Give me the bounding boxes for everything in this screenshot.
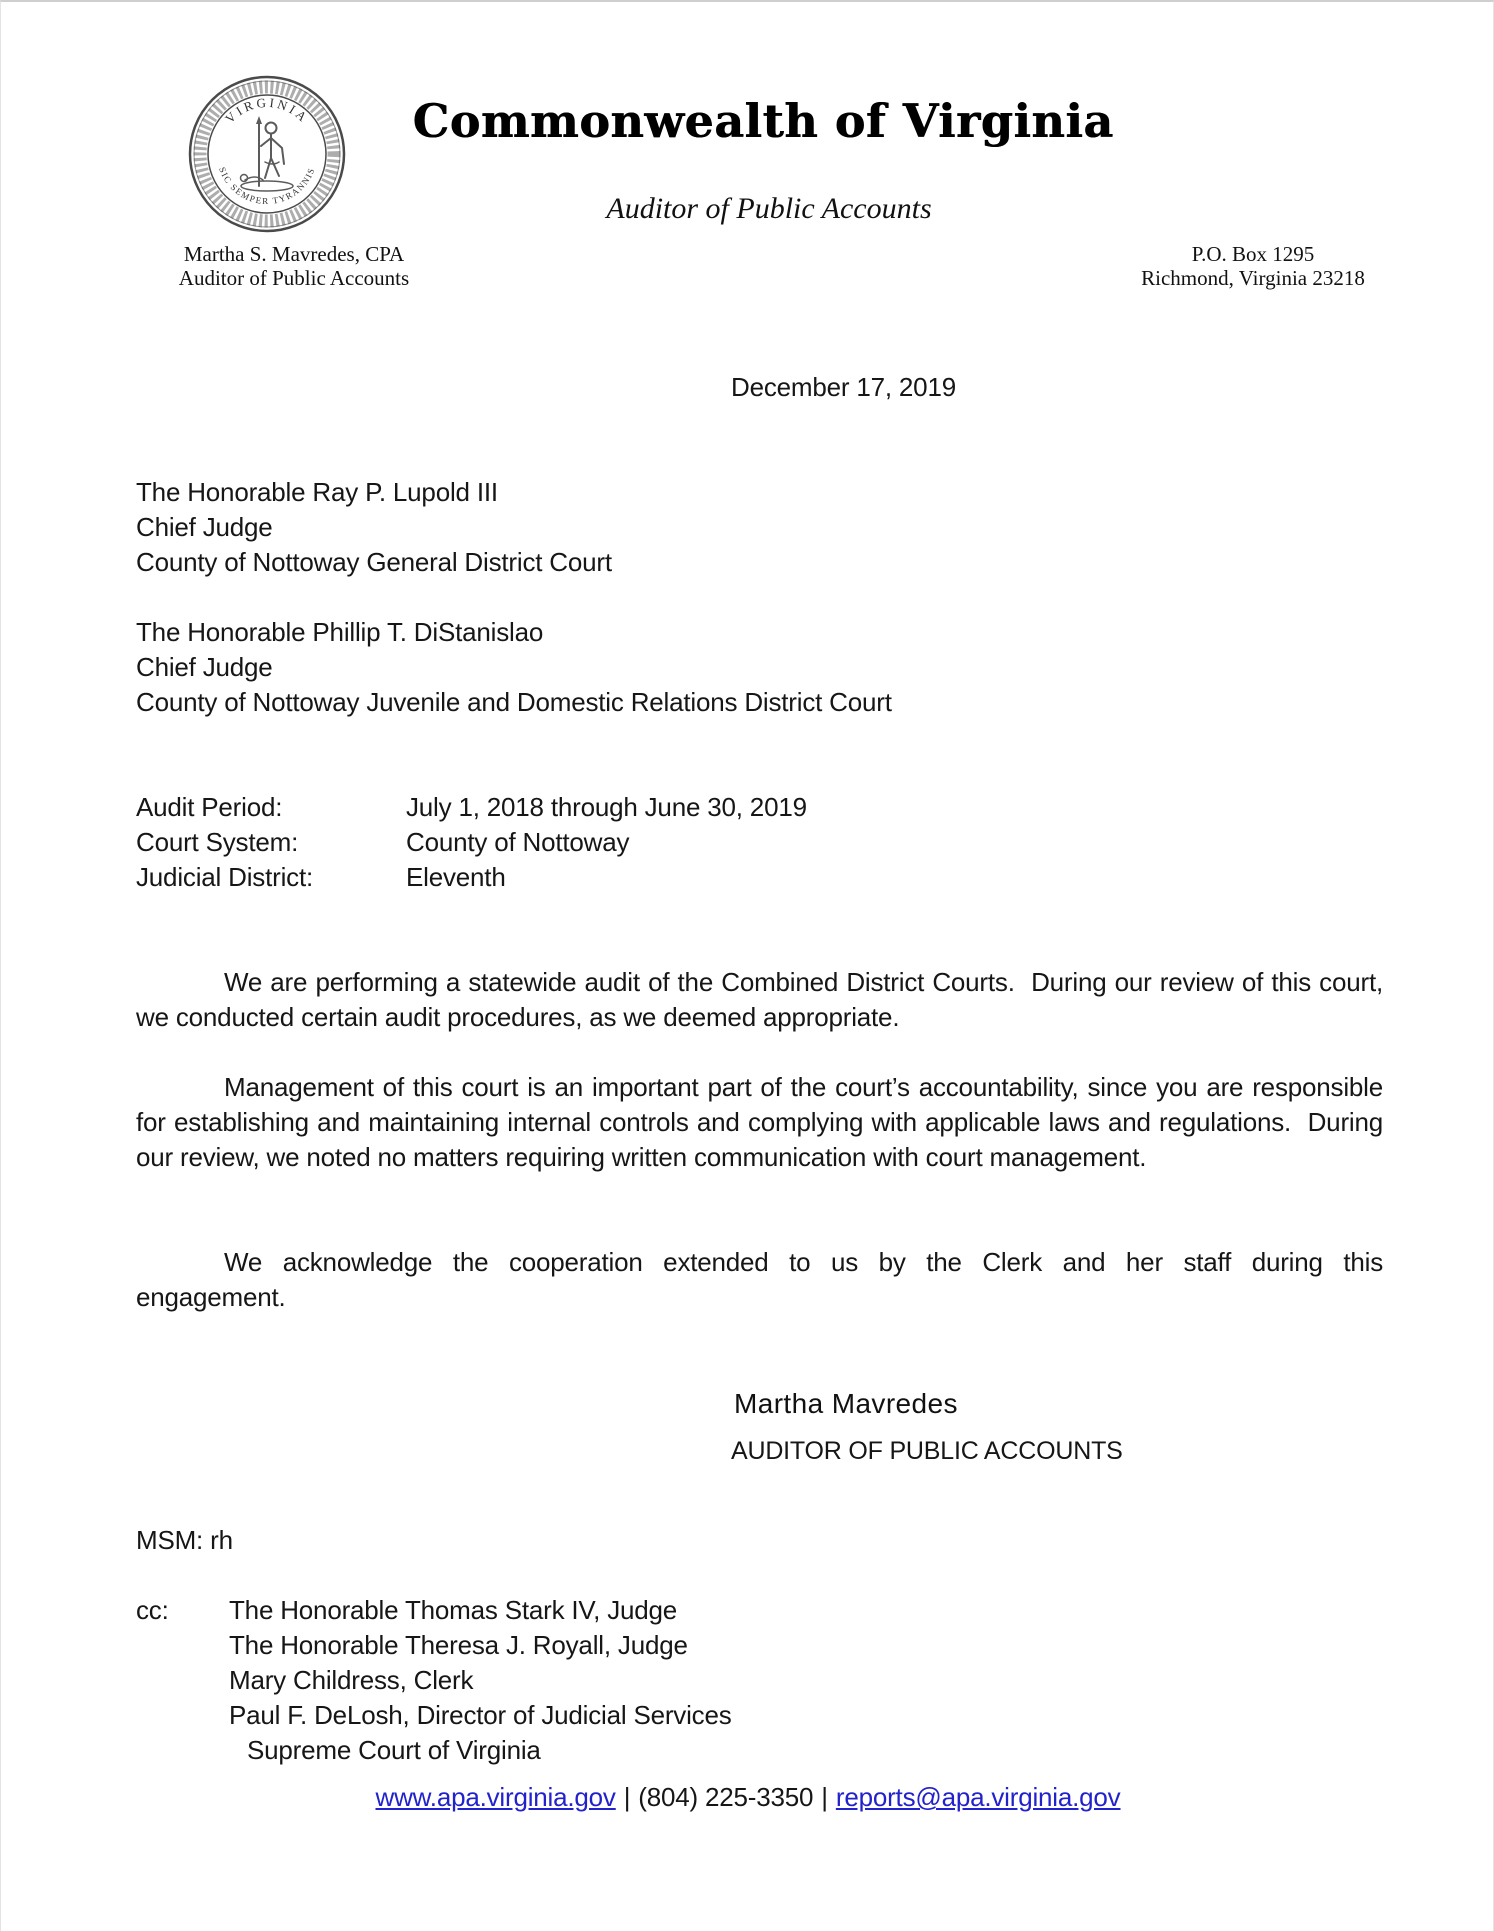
cc-name: The Honorable Theresa J. Royall, Judge <box>229 1630 688 1660</box>
signature-title: AUDITOR OF PUBLIC ACCOUNTS <box>731 1437 1123 1465</box>
judicial-district-row <box>136 860 807 895</box>
paragraph-acknowledgement: We acknowledge the cooperation extended to us by the Clerk and her staff during this engagement. <box>136 1247 1396 1312</box>
phone-number: (804) 225-3350 <box>638 1782 814 1812</box>
audit-period-row <box>136 790 807 825</box>
letter-date: December 17, 2019 <box>731 372 956 402</box>
paragraph-statewide-audit: We are performing a statewide audit of the Combined District Courts. During our review of this court, we conducted certain audit procedures, as we deemed appropriate. <box>136 967 1391 1032</box>
recipient-name: The Honorable Ray P. Lupold III <box>136 477 498 507</box>
org-title: Commonwealth of Virginia <box>412 94 1114 148</box>
paragraph-management: Management of this court is an important part of the court’s accountability, since you are responsible for establishing and maintaining internal controls and complying with applicable laws and regulations. During our review, we noted no matters requiring written communication with court management. <box>136 1072 1391 1172</box>
seal-top-text: VIRGINIA <box>222 94 312 127</box>
footer-separator: | <box>623 1782 631 1812</box>
court-system-row <box>136 825 807 860</box>
audit-period-value: July 1, 2018 through June 30, 2019 <box>406 792 807 822</box>
court-system-value: County of Nottoway <box>406 827 630 857</box>
audit-period-label: Audit Period: <box>136 792 283 822</box>
address-line-1: P.O. Box 1295 <box>1191 242 1315 266</box>
recipient-title: Chief Judge <box>136 652 273 682</box>
cc-names <box>229 1593 732 1768</box>
judicial-district-value: Eleventh <box>406 862 506 892</box>
recipient-block-1 <box>136 475 612 580</box>
cc-label: cc: <box>136 1595 169 1625</box>
cc-name: Mary Childress, Clerk <box>229 1665 474 1695</box>
address-block <box>1073 242 1433 290</box>
seal-bottom-text: SIC SEMPER TYRANNIS <box>217 165 317 207</box>
address-line-2: Richmond, Virginia 23218 <box>1141 266 1365 290</box>
cc-name: The Honorable Thomas Stark IV, Judge <box>229 1595 678 1625</box>
recipient-name: The Honorable Phillip T. DiStanislao <box>136 617 544 647</box>
recipient-title: Chief Judge <box>136 512 273 542</box>
website-link[interactable]: www.apa.virginia.gov <box>375 1782 616 1812</box>
org-subtitle: Auditor of Public Accounts <box>606 192 932 225</box>
recipient-block-2 <box>136 615 892 720</box>
official-name: Martha S. Mavredes, CPA <box>183 242 405 266</box>
footer-contact-bar <box>1 1780 1494 1815</box>
footer-separator: | <box>821 1782 828 1812</box>
reference-initials: MSM: rh <box>136 1525 233 1555</box>
recipient-court: County of Nottoway Juvenile and Domestic Relations District Court <box>136 687 892 717</box>
official-title: Auditor of Public Accounts <box>178 266 410 290</box>
recipient-court: County of Nottoway General District Court <box>136 547 612 577</box>
judicial-district-label: Judicial District: <box>136 862 313 892</box>
audit-info-block <box>136 790 807 895</box>
cc-name: Paul F. DeLosh, Director of Judicial Services <box>229 1700 732 1730</box>
court-system-label: Court System: <box>136 827 299 857</box>
official-block <box>161 242 427 290</box>
email-link[interactable]: reports@apa.virginia.gov <box>835 1782 1121 1812</box>
cc-name-organization: Supreme Court of Virginia <box>247 1735 541 1765</box>
signature-name: Martha Mavredes <box>734 1388 958 1419</box>
cc-block <box>136 1593 732 1768</box>
